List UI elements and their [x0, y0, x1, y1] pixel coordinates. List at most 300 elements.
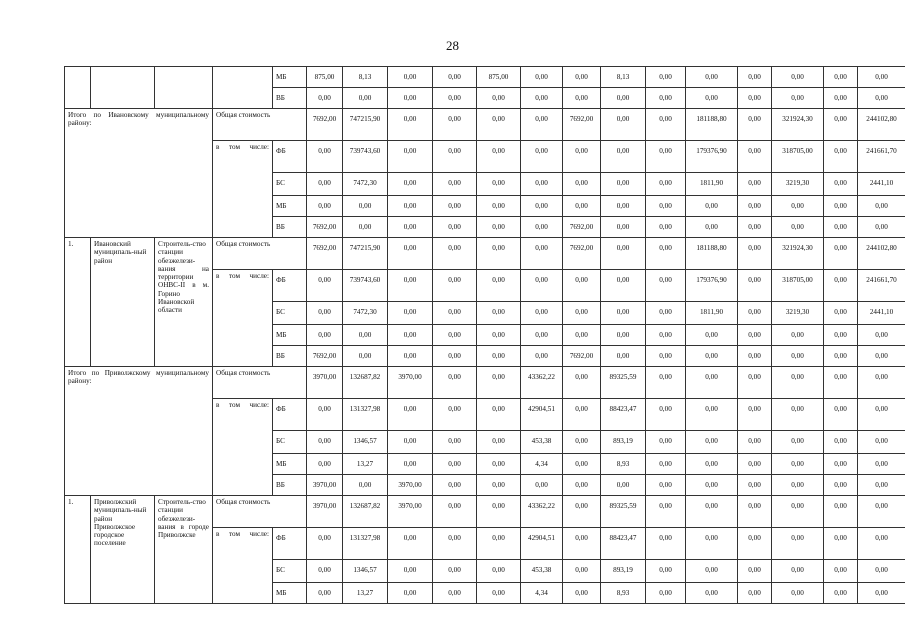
value-cell: 0,00 — [433, 88, 477, 109]
value-cell: 0,00 — [824, 528, 858, 560]
district-total-label: Итого по Ивановскому муниципальному району: — [65, 109, 213, 238]
value-cell: 0,00 — [521, 270, 563, 302]
value-cell: 453,38 — [521, 431, 563, 454]
value-cell: 0,00 — [433, 173, 477, 196]
table-row — [65, 67, 905, 88]
value-cell: 0,00 — [646, 109, 686, 141]
value-cell: 0,00 — [521, 475, 563, 496]
value-cell: 0,00 — [477, 302, 521, 325]
value-cell: 0,00 — [433, 325, 477, 346]
value-cell: 0,00 — [433, 528, 477, 560]
value-cell: 0,00 — [521, 173, 563, 196]
value-cell: 0,00 — [433, 346, 477, 367]
value-cell: 0,00 — [646, 367, 686, 399]
value-cell: 7692,00 — [307, 217, 343, 238]
value-cell: 0,00 — [477, 217, 521, 238]
table-row — [65, 496, 905, 528]
value-cell: 0,00 — [738, 109, 772, 141]
value-cell: 3970,00 — [388, 496, 433, 528]
value-cell: 0,00 — [563, 270, 601, 302]
value-cell: 0,00 — [686, 196, 738, 217]
value-cell: 0,00 — [601, 475, 646, 496]
value-cell: 0,00 — [858, 560, 905, 583]
value-cell: 0,00 — [477, 141, 521, 173]
value-cell: 0,00 — [738, 325, 772, 346]
value-cell: 0,00 — [738, 141, 772, 173]
value-cell: 0,00 — [388, 88, 433, 109]
value-cell: 0,00 — [772, 399, 824, 431]
value-cell: 0,00 — [686, 496, 738, 528]
value-cell: 0,00 — [646, 528, 686, 560]
value-cell: 0,00 — [772, 475, 824, 496]
value-cell: 13,27 — [343, 454, 388, 475]
value-cell: 0,00 — [772, 196, 824, 217]
value-cell: 0,00 — [646, 399, 686, 431]
value-cell: 0,00 — [824, 109, 858, 141]
value-cell: 0,00 — [646, 141, 686, 173]
value-cell: 0,00 — [307, 454, 343, 475]
value-cell: 318705,00 — [772, 270, 824, 302]
value-cell: 8,13 — [601, 67, 646, 88]
value-cell: 0,00 — [477, 399, 521, 431]
value-cell: 0,00 — [772, 217, 824, 238]
project-name: Строитель-ство станции обезжелези-вания в городе Приволжске — [155, 496, 213, 604]
value-cell: 0,00 — [433, 196, 477, 217]
value-cell: 0,00 — [738, 454, 772, 475]
value-cell: 0,00 — [521, 196, 563, 217]
value-cell: 0,00 — [824, 399, 858, 431]
value-cell: 0,00 — [824, 346, 858, 367]
value-cell: 0,00 — [563, 528, 601, 560]
including-label: в том числе: — [213, 399, 273, 496]
value-cell: 321924,30 — [772, 109, 824, 141]
project-number: 1. — [65, 496, 91, 604]
value-cell: 0,00 — [858, 325, 905, 346]
value-cell: 0,00 — [343, 346, 388, 367]
value-cell: 0,00 — [563, 431, 601, 454]
empty-cell — [91, 67, 155, 109]
value-cell: 7692,00 — [563, 346, 601, 367]
value-cell: 0,00 — [646, 325, 686, 346]
value-cell: 0,00 — [858, 399, 905, 431]
value-cell: 0,00 — [646, 217, 686, 238]
table-row — [65, 367, 905, 399]
value-cell: 875,00 — [307, 67, 343, 88]
value-cell: 0,00 — [433, 141, 477, 173]
value-cell: 0,00 — [388, 270, 433, 302]
value-cell: 8,93 — [601, 583, 646, 604]
value-cell: 0,00 — [601, 346, 646, 367]
value-cell: 0,00 — [858, 367, 905, 399]
value-cell: 0,00 — [563, 454, 601, 475]
value-cell: 0,00 — [343, 217, 388, 238]
value-cell: 0,00 — [824, 88, 858, 109]
value-cell: 0,00 — [646, 238, 686, 270]
value-cell: 7692,00 — [563, 109, 601, 141]
value-cell: 0,00 — [477, 496, 521, 528]
value-cell: 3219,30 — [772, 173, 824, 196]
fund-code: БС — [273, 173, 307, 196]
value-cell: 0,00 — [686, 217, 738, 238]
value-cell: 0,00 — [738, 583, 772, 604]
empty-cell — [65, 67, 91, 109]
empty-cell — [155, 67, 213, 109]
value-cell: 0,00 — [601, 109, 646, 141]
fund-code: ВБ — [273, 346, 307, 367]
budget-table — [64, 66, 905, 604]
value-cell: 739743,60 — [343, 141, 388, 173]
table-row — [65, 238, 905, 270]
value-cell: 0,00 — [738, 528, 772, 560]
value-cell: 0,00 — [601, 141, 646, 173]
value-cell: 7692,00 — [307, 238, 343, 270]
value-cell: 0,00 — [307, 560, 343, 583]
value-cell: 0,00 — [646, 496, 686, 528]
value-cell: 0,00 — [388, 238, 433, 270]
value-cell: 0,00 — [563, 88, 601, 109]
fund-code: ВБ — [273, 217, 307, 238]
including-label: в том числе: — [213, 528, 273, 604]
value-cell: 0,00 — [307, 196, 343, 217]
value-cell: 0,00 — [824, 238, 858, 270]
value-cell: 0,00 — [824, 431, 858, 454]
fund-code: ФБ — [273, 141, 307, 173]
value-cell: 0,00 — [563, 475, 601, 496]
value-cell: 0,00 — [563, 173, 601, 196]
value-cell: 0,00 — [646, 346, 686, 367]
value-cell: 0,00 — [646, 173, 686, 196]
value-cell: 0,00 — [477, 238, 521, 270]
value-cell: 0,00 — [433, 399, 477, 431]
value-cell: 0,00 — [772, 88, 824, 109]
value-cell: 0,00 — [563, 196, 601, 217]
value-cell: 0,00 — [388, 217, 433, 238]
value-cell: 7692,00 — [563, 217, 601, 238]
value-cell: 0,00 — [738, 217, 772, 238]
value-cell: 0,00 — [824, 270, 858, 302]
value-cell: 0,00 — [433, 583, 477, 604]
value-cell: 0,00 — [307, 325, 343, 346]
value-cell: 0,00 — [307, 399, 343, 431]
value-cell: 0,00 — [646, 583, 686, 604]
value-cell: 875,00 — [477, 67, 521, 88]
value-cell: 0,00 — [433, 475, 477, 496]
value-cell: 0,00 — [601, 88, 646, 109]
value-cell: 8,93 — [601, 454, 646, 475]
value-cell: 89325,59 — [601, 496, 646, 528]
value-cell: 0,00 — [601, 270, 646, 302]
value-cell: 0,00 — [433, 454, 477, 475]
value-cell: 2441,10 — [858, 302, 905, 325]
value-cell: 1346,57 — [343, 560, 388, 583]
value-cell: 0,00 — [477, 270, 521, 302]
value-cell: 0,00 — [858, 196, 905, 217]
value-cell: 0,00 — [646, 454, 686, 475]
value-cell: 0,00 — [477, 88, 521, 109]
value-cell: 0,00 — [307, 528, 343, 560]
fund-code: МБ — [273, 196, 307, 217]
value-cell: 0,00 — [772, 67, 824, 88]
value-cell: 132687,82 — [343, 367, 388, 399]
total-cost-label: Общая стоимость — [213, 109, 307, 141]
value-cell: 0,00 — [738, 367, 772, 399]
value-cell: 0,00 — [738, 399, 772, 431]
fund-code: ВБ — [273, 475, 307, 496]
value-cell: 131327,98 — [343, 399, 388, 431]
value-cell: 0,00 — [738, 67, 772, 88]
value-cell: 0,00 — [738, 475, 772, 496]
value-cell: 0,00 — [738, 196, 772, 217]
fund-code: МБ — [273, 583, 307, 604]
project-name: Строитель-ство станции обезжелези-вания на территории ОНВС-II в м. Горино Ивановской области — [155, 238, 213, 367]
fund-code: БС — [273, 431, 307, 454]
value-cell: 2441,10 — [858, 173, 905, 196]
value-cell: 0,00 — [521, 141, 563, 173]
value-cell: 4,34 — [521, 454, 563, 475]
value-cell: 747215,90 — [343, 109, 388, 141]
value-cell: 0,00 — [646, 270, 686, 302]
value-cell: 42904,51 — [521, 399, 563, 431]
value-cell: 0,00 — [477, 583, 521, 604]
value-cell: 0,00 — [477, 528, 521, 560]
value-cell: 7472,30 — [343, 302, 388, 325]
value-cell: 0,00 — [388, 173, 433, 196]
value-cell: 0,00 — [858, 496, 905, 528]
value-cell: 0,00 — [772, 496, 824, 528]
value-cell: 0,00 — [824, 217, 858, 238]
value-cell: 0,00 — [433, 496, 477, 528]
value-cell: 0,00 — [388, 346, 433, 367]
value-cell: 0,00 — [824, 67, 858, 88]
value-cell: 7472,30 — [343, 173, 388, 196]
value-cell: 181188,80 — [686, 238, 738, 270]
value-cell: 0,00 — [686, 583, 738, 604]
value-cell: 7692,00 — [307, 109, 343, 141]
value-cell: 1346,57 — [343, 431, 388, 454]
value-cell: 0,00 — [433, 270, 477, 302]
value-cell: 0,00 — [646, 196, 686, 217]
value-cell: 0,00 — [772, 346, 824, 367]
value-cell: 0,00 — [858, 67, 905, 88]
value-cell: 3970,00 — [307, 496, 343, 528]
value-cell: 7692,00 — [563, 238, 601, 270]
value-cell: 0,00 — [433, 109, 477, 141]
value-cell: 318705,00 — [772, 141, 824, 173]
total-cost-label: Общая стоимость — [213, 496, 307, 528]
value-cell: 0,00 — [563, 560, 601, 583]
value-cell: 0,00 — [601, 217, 646, 238]
value-cell: 241661,70 — [858, 270, 905, 302]
value-cell: 0,00 — [477, 431, 521, 454]
value-cell: 0,00 — [307, 302, 343, 325]
value-cell: 0,00 — [858, 346, 905, 367]
value-cell: 0,00 — [388, 528, 433, 560]
value-cell: 0,00 — [477, 346, 521, 367]
value-cell: 0,00 — [646, 560, 686, 583]
value-cell: 0,00 — [343, 475, 388, 496]
value-cell: 0,00 — [477, 325, 521, 346]
value-cell: 0,00 — [858, 217, 905, 238]
value-cell: 3970,00 — [388, 367, 433, 399]
value-cell: 0,00 — [433, 217, 477, 238]
value-cell: 0,00 — [388, 109, 433, 141]
value-cell: 0,00 — [477, 173, 521, 196]
value-cell: 0,00 — [772, 454, 824, 475]
value-cell: 0,00 — [477, 109, 521, 141]
value-cell: 0,00 — [563, 496, 601, 528]
value-cell: 0,00 — [858, 454, 905, 475]
value-cell: 0,00 — [824, 173, 858, 196]
value-cell: 0,00 — [521, 325, 563, 346]
value-cell: 43362,22 — [521, 367, 563, 399]
value-cell: 131327,98 — [343, 528, 388, 560]
including-label: в том числе: — [213, 141, 273, 238]
value-cell: 0,00 — [388, 583, 433, 604]
value-cell: 0,00 — [686, 475, 738, 496]
value-cell: 244102,80 — [858, 109, 905, 141]
value-cell: 0,00 — [388, 325, 433, 346]
value-cell: 88423,47 — [601, 528, 646, 560]
value-cell: 0,00 — [307, 431, 343, 454]
project-district: Приволжский муниципаль-ный район Приволжское городское поселение — [91, 496, 155, 604]
value-cell: 0,00 — [388, 67, 433, 88]
fund-code: МБ — [273, 325, 307, 346]
value-cell: 0,00 — [388, 399, 433, 431]
value-cell: 0,00 — [521, 88, 563, 109]
value-cell: 0,00 — [343, 325, 388, 346]
value-cell: 0,00 — [738, 302, 772, 325]
value-cell: 0,00 — [772, 325, 824, 346]
value-cell: 0,00 — [824, 583, 858, 604]
value-cell: 0,00 — [772, 431, 824, 454]
value-cell: 0,00 — [738, 431, 772, 454]
value-cell: 0,00 — [858, 528, 905, 560]
value-cell: 42904,51 — [521, 528, 563, 560]
value-cell: 1811,90 — [686, 302, 738, 325]
value-cell: 0,00 — [824, 302, 858, 325]
value-cell: 3219,30 — [772, 302, 824, 325]
project-number: 1. — [65, 238, 91, 367]
value-cell: 0,00 — [343, 88, 388, 109]
value-cell: 0,00 — [388, 196, 433, 217]
value-cell: 0,00 — [686, 399, 738, 431]
value-cell: 0,00 — [858, 88, 905, 109]
value-cell: 0,00 — [738, 346, 772, 367]
value-cell: 0,00 — [601, 325, 646, 346]
table-row — [65, 109, 905, 141]
value-cell: 0,00 — [563, 583, 601, 604]
fund-code: ВБ — [273, 88, 307, 109]
value-cell: 181188,80 — [686, 109, 738, 141]
value-cell: 0,00 — [646, 475, 686, 496]
value-cell: 8,13 — [343, 67, 388, 88]
value-cell: 0,00 — [477, 560, 521, 583]
value-cell: 0,00 — [477, 196, 521, 217]
value-cell: 0,00 — [824, 196, 858, 217]
value-cell: 0,00 — [646, 302, 686, 325]
value-cell: 0,00 — [477, 475, 521, 496]
value-cell: 132687,82 — [343, 496, 388, 528]
value-cell: 0,00 — [601, 173, 646, 196]
value-cell: 0,00 — [563, 302, 601, 325]
value-cell: 0,00 — [686, 431, 738, 454]
value-cell: 0,00 — [824, 454, 858, 475]
value-cell: 1811,90 — [686, 173, 738, 196]
value-cell: 0,00 — [824, 141, 858, 173]
value-cell: 321924,30 — [772, 238, 824, 270]
value-cell: 0,00 — [738, 560, 772, 583]
value-cell: 0,00 — [343, 196, 388, 217]
value-cell: 3970,00 — [388, 475, 433, 496]
value-cell: 0,00 — [772, 528, 824, 560]
value-cell: 0,00 — [772, 560, 824, 583]
fund-code: ФБ — [273, 270, 307, 302]
value-cell: 0,00 — [307, 88, 343, 109]
value-cell: 0,00 — [521, 217, 563, 238]
value-cell: 3970,00 — [307, 367, 343, 399]
value-cell: 0,00 — [646, 88, 686, 109]
value-cell: 893,19 — [601, 431, 646, 454]
value-cell: 0,00 — [307, 141, 343, 173]
value-cell: 179376,90 — [686, 141, 738, 173]
value-cell: 0,00 — [563, 325, 601, 346]
value-cell: 0,00 — [686, 325, 738, 346]
value-cell: 0,00 — [477, 367, 521, 399]
value-cell: 0,00 — [433, 67, 477, 88]
project-district: Ивановский муниципаль-ный район — [91, 238, 155, 367]
value-cell: 0,00 — [824, 496, 858, 528]
value-cell: 0,00 — [563, 67, 601, 88]
district-total-label: Итого по Приволжскому муниципальному району: — [65, 367, 213, 496]
value-cell: 0,00 — [563, 399, 601, 431]
value-cell: 0,00 — [307, 270, 343, 302]
total-cost-label: Общая стоимость — [213, 238, 307, 270]
value-cell: 893,19 — [601, 560, 646, 583]
value-cell: 0,00 — [521, 346, 563, 367]
value-cell: 0,00 — [824, 475, 858, 496]
value-cell: 0,00 — [686, 88, 738, 109]
value-cell: 0,00 — [388, 141, 433, 173]
value-cell: 739743,60 — [343, 270, 388, 302]
value-cell: 0,00 — [686, 528, 738, 560]
value-cell: 0,00 — [521, 109, 563, 141]
value-cell: 0,00 — [772, 583, 824, 604]
value-cell: 0,00 — [601, 302, 646, 325]
value-cell: 0,00 — [646, 431, 686, 454]
value-cell: 0,00 — [388, 454, 433, 475]
value-cell: 13,27 — [343, 583, 388, 604]
fund-code: МБ — [273, 454, 307, 475]
value-cell: 0,00 — [388, 560, 433, 583]
value-cell: 0,00 — [858, 431, 905, 454]
value-cell: 0,00 — [433, 302, 477, 325]
value-cell: 0,00 — [858, 583, 905, 604]
value-cell: 0,00 — [601, 238, 646, 270]
value-cell: 89325,59 — [601, 367, 646, 399]
including-label: в том числе: — [213, 270, 273, 367]
value-cell: 0,00 — [772, 367, 824, 399]
value-cell: 0,00 — [563, 141, 601, 173]
empty-cell — [213, 67, 273, 109]
value-cell: 244102,80 — [858, 238, 905, 270]
value-cell: 0,00 — [307, 583, 343, 604]
value-cell: 0,00 — [646, 67, 686, 88]
value-cell: 0,00 — [433, 367, 477, 399]
value-cell: 43362,22 — [521, 496, 563, 528]
value-cell: 179376,90 — [686, 270, 738, 302]
value-cell: 0,00 — [477, 454, 521, 475]
value-cell: 0,00 — [824, 367, 858, 399]
